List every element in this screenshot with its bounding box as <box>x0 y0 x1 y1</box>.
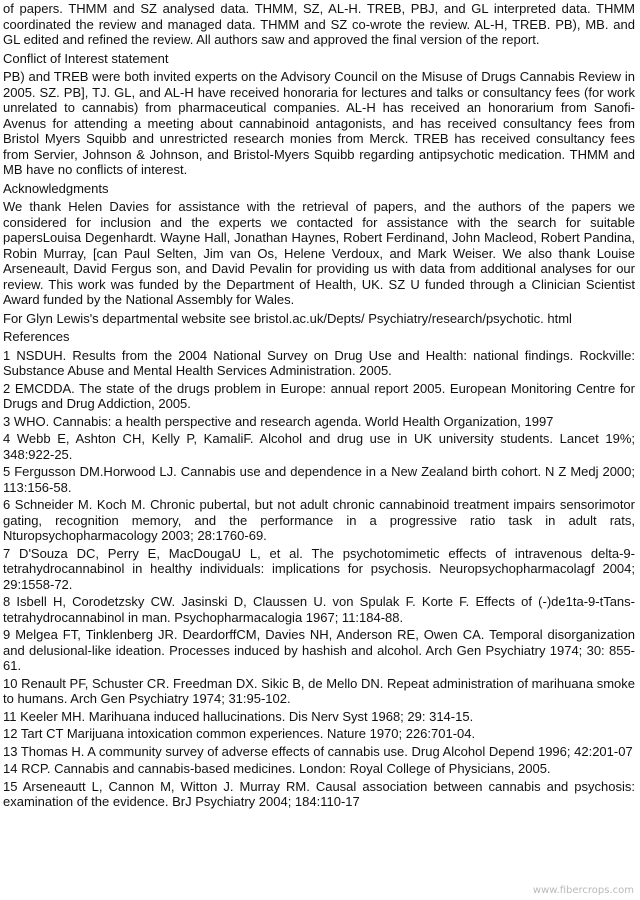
reference-item: 6 Schneider M. Koch M. Chronic pubertal, but not adult chronic cannabinoid treatment impairs sensorimotor gating, recognition memory, and the performance in a progressive ratio task in adult rats, Nturopsychopharmacology 2003; 28:1760-69. <box>3 497 635 543</box>
reference-item: 2 EMCDDA. The state of the drugs problem in Europe: annual report 2005. European Monitoring Centre for Drugs and Drug Addiction, 2005. <box>3 380 635 411</box>
acknowledgments-paragraph: We thank Helen Davies for assistance with the retrieval of papers, and the authors of the papers we considered for inclusion and the experts we contacted for assistance with the search for suitable papersLouisa Degenhardt. Wayne Hall, Jonathan Haynes, Robert Ferdinand, John Macleod, Robert Pandina, Robin Murray, [can Paul Selten, Jim van Os, Helene Verdoux, and Mark Weiser. We also thank Louise Arseneault, David Fergus son, and David Pevalin for providing us with data from additional analyses for our review. This work was funded by the Department of Health, UK. SZ U funded through a Clinician Scientist Award funded by the National Assembly for Wales. <box>3 199 635 307</box>
contributions-paragraph: of papers. THMM and SZ analysed data. THMM, SZ, AL-H. TREB, PBJ, and GL interpreted data. THMM coordinated the review and managed data. THMM and SZ co-wrote the review. AL-H, TREB. PB), MB. and GL edited and refined the review. All authors saw and approved the final version of the report. <box>3 1 635 47</box>
conflict-paragraph: PB) and TREB were both invited experts on the Advisory Council on the Misuse of Drugs Cannabis Review in 2005. SZ. PB], TJ. GL, and AL-H have received honoraria for lectures and talks or consultancy fees (for work unrelated to cannabis) from pharmaceutical companies. AL-H has received an honorarium from Sanofi-Avenus for attending a meeting about cannabinoid antagonists, and has received consultancy fees from Bristol Myers Squibb and unrestricted research monies from Merck. TREB has received consultancy fees from Servier, Johnson & Johnson, and Bristol-Myers Squibb regarding antipsychotic medication. THMM and MB have no conflicts of interest. <box>3 69 635 177</box>
reference-item: 9 Melgea FT, Tinklenberg JR. DeardorffCM, Davies NH, Anderson RE, Owen CA. Temporal disorganization and delusional-like ideation. Processes induced by hashish and alcohol. Arch Gen Psychiatry 1974; 30: 855-61. <box>3 627 635 673</box>
references-list <box>3 348 635 810</box>
reference-item: 8 Isbell H, Corodetzsky CW. Jasinski D, Claussen U. von Spulak F. Korte F. Effects of (-)de1ta-9-tTans-tetrahydrocannabinol in man. Psychopharmacalogia 1967; 11:184-88. <box>3 594 635 625</box>
reference-item: 14 RCP. Cannabis and cannabis-based medicines. London: Royal College of Physicians, 2005. <box>3 761 551 776</box>
acknowledgments-heading: Acknowledgments <box>3 180 109 196</box>
conflict-heading: Conflict of Interest statement <box>3 50 169 66</box>
reference-item: 13 Thomas H. A community survey of adverse effects of cannabis use. Drug Alcohol Depend 1996; 42:201-07 <box>3 743 633 759</box>
document-page <box>3 1 635 812</box>
references-heading: References <box>3 329 70 344</box>
reference-item: 4 Webb E, Ashton CH, Kelly P, KamaliF. Alcohol and drug use in UK university students. Lancet 19%; 348:922-25. <box>3 431 635 462</box>
reference-item: 10 Renault PF, Schuster CR. Freedman DX. Sikic B, de Mello DN. Repeat administration of marihuana smoke to humans. Arch Gen Psychiatry 1974; 31:95-102. <box>3 675 635 706</box>
reference-item: 15 Arseneautt L, Cannon M, Witton J. Murray RM. Causal association between cannabis and psychosis: examination of the evidence. BrJ Psychiatry 2004; 184:110-17 <box>3 778 635 809</box>
website-note: For Glyn Lewis's departmental website see bristol.ac.uk/Depts/ Psychiatry/research/psychotic. html <box>3 310 572 326</box>
reference-item: 7 D'Souza DC, Perry E, MacDougaU L, et al. The psychotomimetic effects of intravenous delta-9-tetrahydrocannabinol in healthy individuals: implications for psychosis. Neuropsychopharmacolagf 2004; 29:1558-72. <box>3 545 635 592</box>
reference-item: 12 Tart CT Marijuana intoxication common experiences. Nature 1970; 226:701-04. <box>3 726 476 741</box>
reference-item: 5 Fergusson DM.Horwood LJ. Cannabis use and dependence in a New Zealand birth cohort. N Z Medj 2000; 113:156-58. <box>3 464 635 495</box>
reference-item: 11 Keeler MH. Marihuana induced hallucinations. Dis Nerv Syst 1968; 29: 314-15. <box>3 708 474 724</box>
reference-item: 3 WHO. Cannabis: a health perspective and research agenda. World Health Organization, 1997 <box>3 413 554 429</box>
watermark: www.fibercrops.com <box>532 885 634 896</box>
reference-item: 1 NSDUH. Results from the 2004 National Survey on Drug Use and Health: national findings. Rockville: Substance Abuse and Mental Health Services Administration. 2005. <box>3 347 635 378</box>
